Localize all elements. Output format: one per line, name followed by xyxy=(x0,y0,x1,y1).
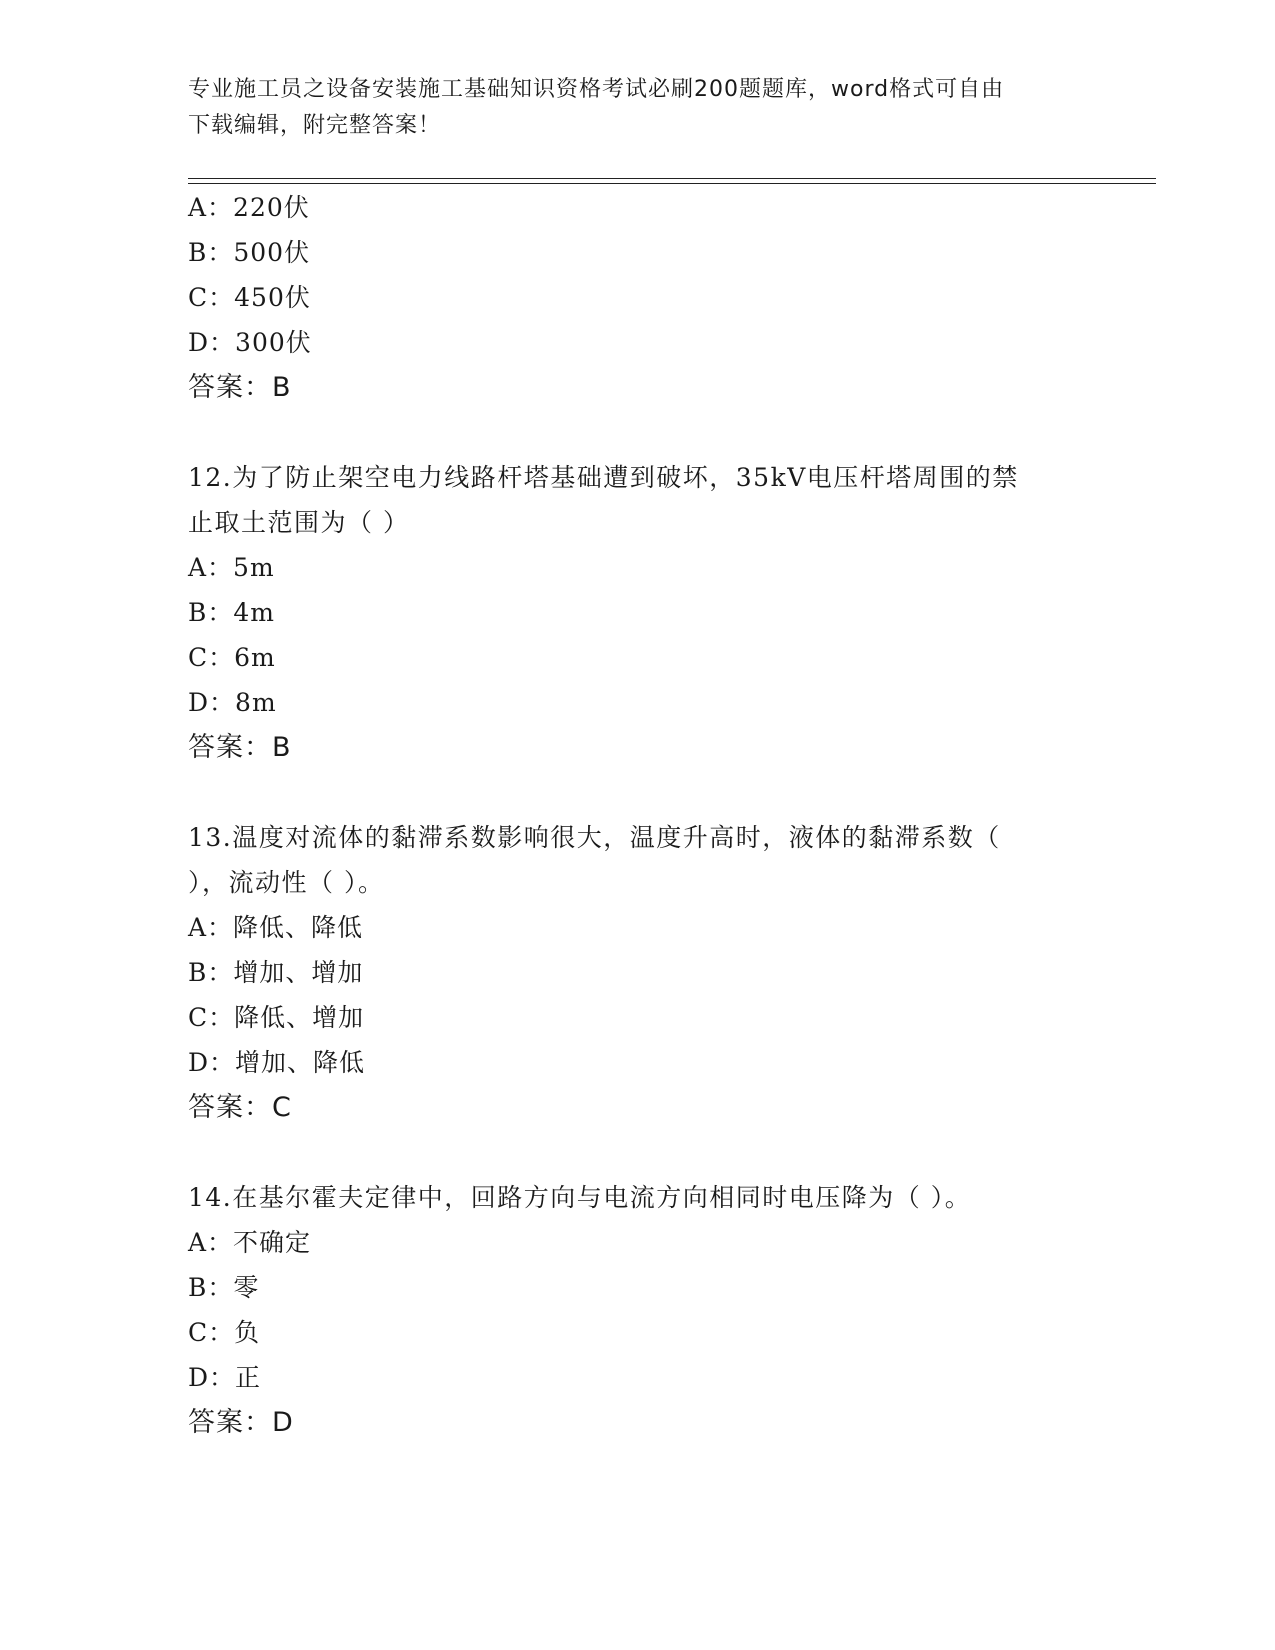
q12-option-a: A：5m xyxy=(188,553,275,582)
q11-option-b: B：500伏 xyxy=(188,238,311,267)
header-line-1: 专业施工员之设备安装施工基础知识资格考试必刷200题题库，word格式可自由 xyxy=(188,77,1005,102)
q14-answer: 答案：D xyxy=(188,1407,294,1438)
q12-answer: 答案：B xyxy=(188,732,292,763)
q13-stem-line-1: 13.温度对流体的黏滞系数影响很大，温度升高时，液体的黏滞系数（ xyxy=(188,823,1001,852)
q14-option-c: C：负 xyxy=(188,1318,261,1347)
q14-option-b: B：零 xyxy=(188,1273,260,1302)
q14-stem-line-1: 14.在基尔霍夫定律中，回路方向与电流方向相同时电压降为（ ）。 xyxy=(188,1183,972,1212)
q12-stem-line-2: 止取土范围为（ ） xyxy=(188,508,410,537)
q12-option-b: B：4m xyxy=(188,598,275,627)
header-divider-bottom xyxy=(188,183,1156,184)
document-header xyxy=(188,72,1088,144)
q14-option-d: D：正 xyxy=(188,1363,262,1392)
q13-option-c: C：降低、增加 xyxy=(188,1003,365,1032)
q13-stem-line-2: ），流动性（ ）。 xyxy=(188,868,385,897)
q11-option-c: C：450伏 xyxy=(188,283,311,312)
q13-option-a: A：降低、降低 xyxy=(188,913,364,942)
q14-option-a: A：不确定 xyxy=(188,1228,312,1257)
q12-stem-line-1: 12.为了防止架空电力线路杆塔基础遭到破坏，35kV电压杆塔周围的禁 xyxy=(188,463,1019,492)
q13-answer: 答案：C xyxy=(188,1092,292,1123)
header-divider-top xyxy=(188,178,1156,179)
q12-option-d: D：8m xyxy=(188,688,277,717)
q13-option-b: B：增加、增加 xyxy=(188,958,364,987)
q11-answer: 答案：B xyxy=(188,372,292,403)
q11-option-d: D：300伏 xyxy=(188,328,312,357)
header-line-2: 下载编辑，附完整答案！ xyxy=(188,113,442,138)
q13-option-d: D：增加、降低 xyxy=(188,1048,366,1077)
q11-option-a: A：220伏 xyxy=(188,193,310,222)
q12-option-c: C：6m xyxy=(188,643,276,672)
